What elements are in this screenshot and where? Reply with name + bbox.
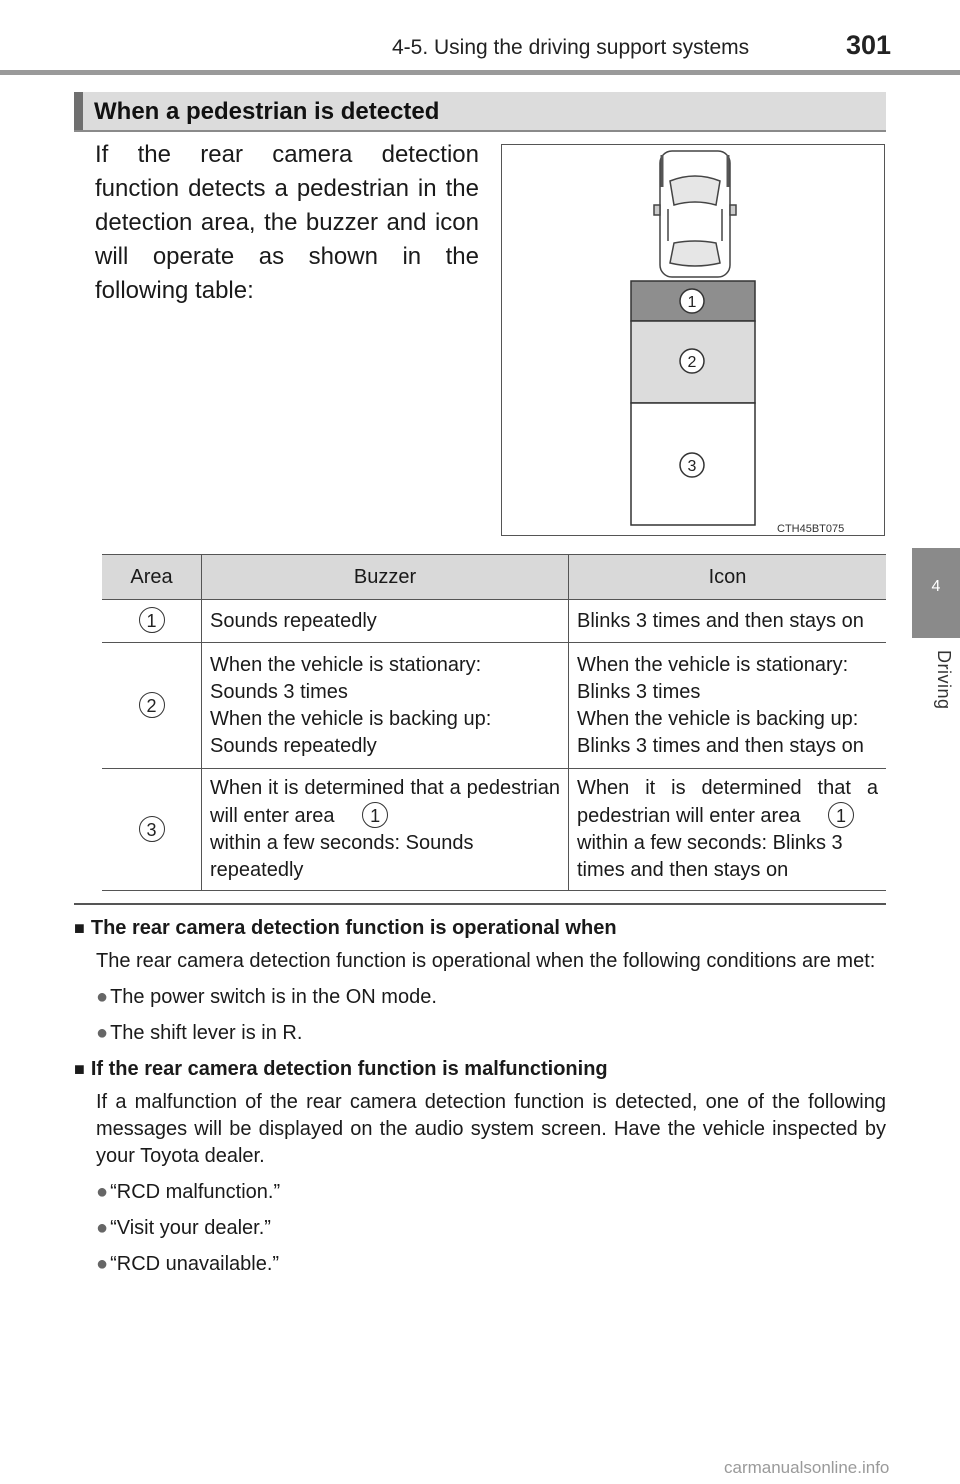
section-heading-title: When a pedestrian is detected: [94, 98, 440, 125]
buzzer-line: When the vehicle is backing up:: [210, 707, 492, 730]
detection-area-diagram: [502, 145, 886, 537]
list-item: [96, 1215, 886, 1242]
buzzer-line: Sounds repeatedly: [210, 734, 377, 757]
bullet-dot-icon: ●: [96, 1253, 109, 1275]
table-header-row: [102, 555, 886, 600]
buzzer-text-continued: within a few seconds: Sounds: [210, 832, 474, 854]
table-row: [102, 600, 886, 643]
area-3-label: 3: [687, 458, 697, 475]
icon-cell: [569, 643, 887, 769]
area-marker: 3: [139, 816, 165, 842]
area-cell: [102, 769, 202, 891]
icon-line: Blinks 3 times: [577, 680, 701, 703]
icon-line: When the vehicle is stationary:: [577, 653, 849, 676]
buzzer-cell: [202, 643, 569, 769]
icon-cell: [569, 769, 887, 891]
vehicle-icon: [654, 151, 736, 277]
figure-code: CTH45BT075: [777, 523, 845, 535]
bullet-dot-icon: ●: [96, 1181, 109, 1203]
note-paragraph: The rear camera detection function is operational when the following conditions are met:: [96, 950, 876, 972]
detection-area-figure: [501, 144, 885, 536]
column-header-area: Area: [102, 555, 202, 600]
area-1-label: 1: [687, 294, 697, 311]
list-item-text: The shift lever is in R.: [110, 1022, 303, 1044]
column-header-icon: Icon: [569, 555, 887, 600]
column-header-buzzer: Buzzer: [202, 555, 569, 600]
note-paragraph: If a malfunction of the rear camera detection function is detected, one of the following messages will be displayed on the audio system screen. Have the vehicle inspected by your Toyota dealer.: [96, 1091, 886, 1167]
buzzer-line-text: When the vehicle is stationary:: [210, 653, 482, 676]
area-2-marker: [680, 349, 704, 373]
area-1-marker: [680, 289, 704, 313]
icon-line: When the vehicle is backing up:: [577, 707, 859, 730]
note-heading: [74, 914, 886, 942]
section-heading-bar: [74, 92, 886, 130]
icon-line: Blinks 3 times and then stays on: [577, 734, 864, 757]
notes-section: [74, 914, 886, 1278]
area-marker: 2: [139, 692, 165, 718]
buzzer-line: Sounds 3 times: [210, 680, 348, 703]
buzzer-line: [210, 652, 560, 679]
intro-paragraph: If the rear camera detection function detects a pedestrian in the detection area, the buzzer and icon will operate as shown in the following table:: [95, 141, 479, 304]
list-item-text: “Visit your dealer.”: [110, 1217, 271, 1239]
chapter-tab: [912, 548, 960, 638]
chapter-tab-label: Driving: [934, 650, 954, 710]
buzzer-text: When it is determined that a pedestrian will enter area: [210, 777, 560, 827]
icon-cell: Blinks 3 times and then stays on: [569, 600, 887, 643]
buzzer-cell: [202, 769, 569, 891]
area-3-marker: [680, 453, 704, 477]
bullet-dot-icon: ●: [96, 1217, 109, 1239]
table-row: [102, 769, 886, 891]
list-item: [96, 984, 886, 1011]
list-item-text: The power switch is in the ON mode.: [110, 986, 437, 1008]
icon-text-end: times and then stays on: [577, 859, 789, 881]
icon-text: When it is determined that a pedestrian will enter area: [577, 777, 878, 827]
area-reference-marker: 1: [828, 802, 854, 828]
list-item-text: “RCD unavailable.”: [110, 1253, 280, 1275]
section-heading-rule: [74, 130, 886, 132]
page-number: 301: [846, 30, 892, 60]
area-2-label: 2: [687, 354, 697, 371]
notes-divider: [74, 903, 886, 905]
square-bullet-icon: ■: [74, 918, 85, 938]
area-cell: [102, 600, 202, 643]
chapter-tab-number: 4: [931, 578, 941, 595]
buzzer-text-end: repeatedly: [210, 859, 304, 881]
bullet-dot-icon: ●: [96, 1022, 109, 1044]
buzzer-icon-table: [102, 554, 886, 891]
list-item: [96, 1179, 886, 1206]
watermark: carmanualsonline.info: [724, 1458, 890, 1477]
bullet-dot-icon: ●: [96, 986, 109, 1008]
table-row: [102, 643, 886, 769]
list-item: [96, 1020, 886, 1047]
buzzer-cell: Sounds repeatedly: [202, 600, 569, 643]
area-cell: [102, 643, 202, 769]
note-heading: [74, 1055, 886, 1083]
note-heading-text: The rear camera detection function is operational when: [90, 917, 617, 939]
note-heading-text: If the rear camera detection function is malfunctioning: [90, 1058, 608, 1080]
header-rule: [0, 70, 960, 75]
list-item-text: “RCD malfunction.”: [110, 1181, 281, 1203]
header-section-title: 4-5. Using the driving support systems: [392, 36, 750, 59]
section-heading-accent: [74, 92, 83, 130]
list-item: [96, 1251, 886, 1278]
icon-text-continued: within a few seconds: Blinks 3: [577, 832, 843, 854]
area-marker: 1: [139, 607, 165, 633]
area-reference-marker: 1: [362, 802, 388, 828]
square-bullet-icon: ■: [74, 1059, 85, 1079]
